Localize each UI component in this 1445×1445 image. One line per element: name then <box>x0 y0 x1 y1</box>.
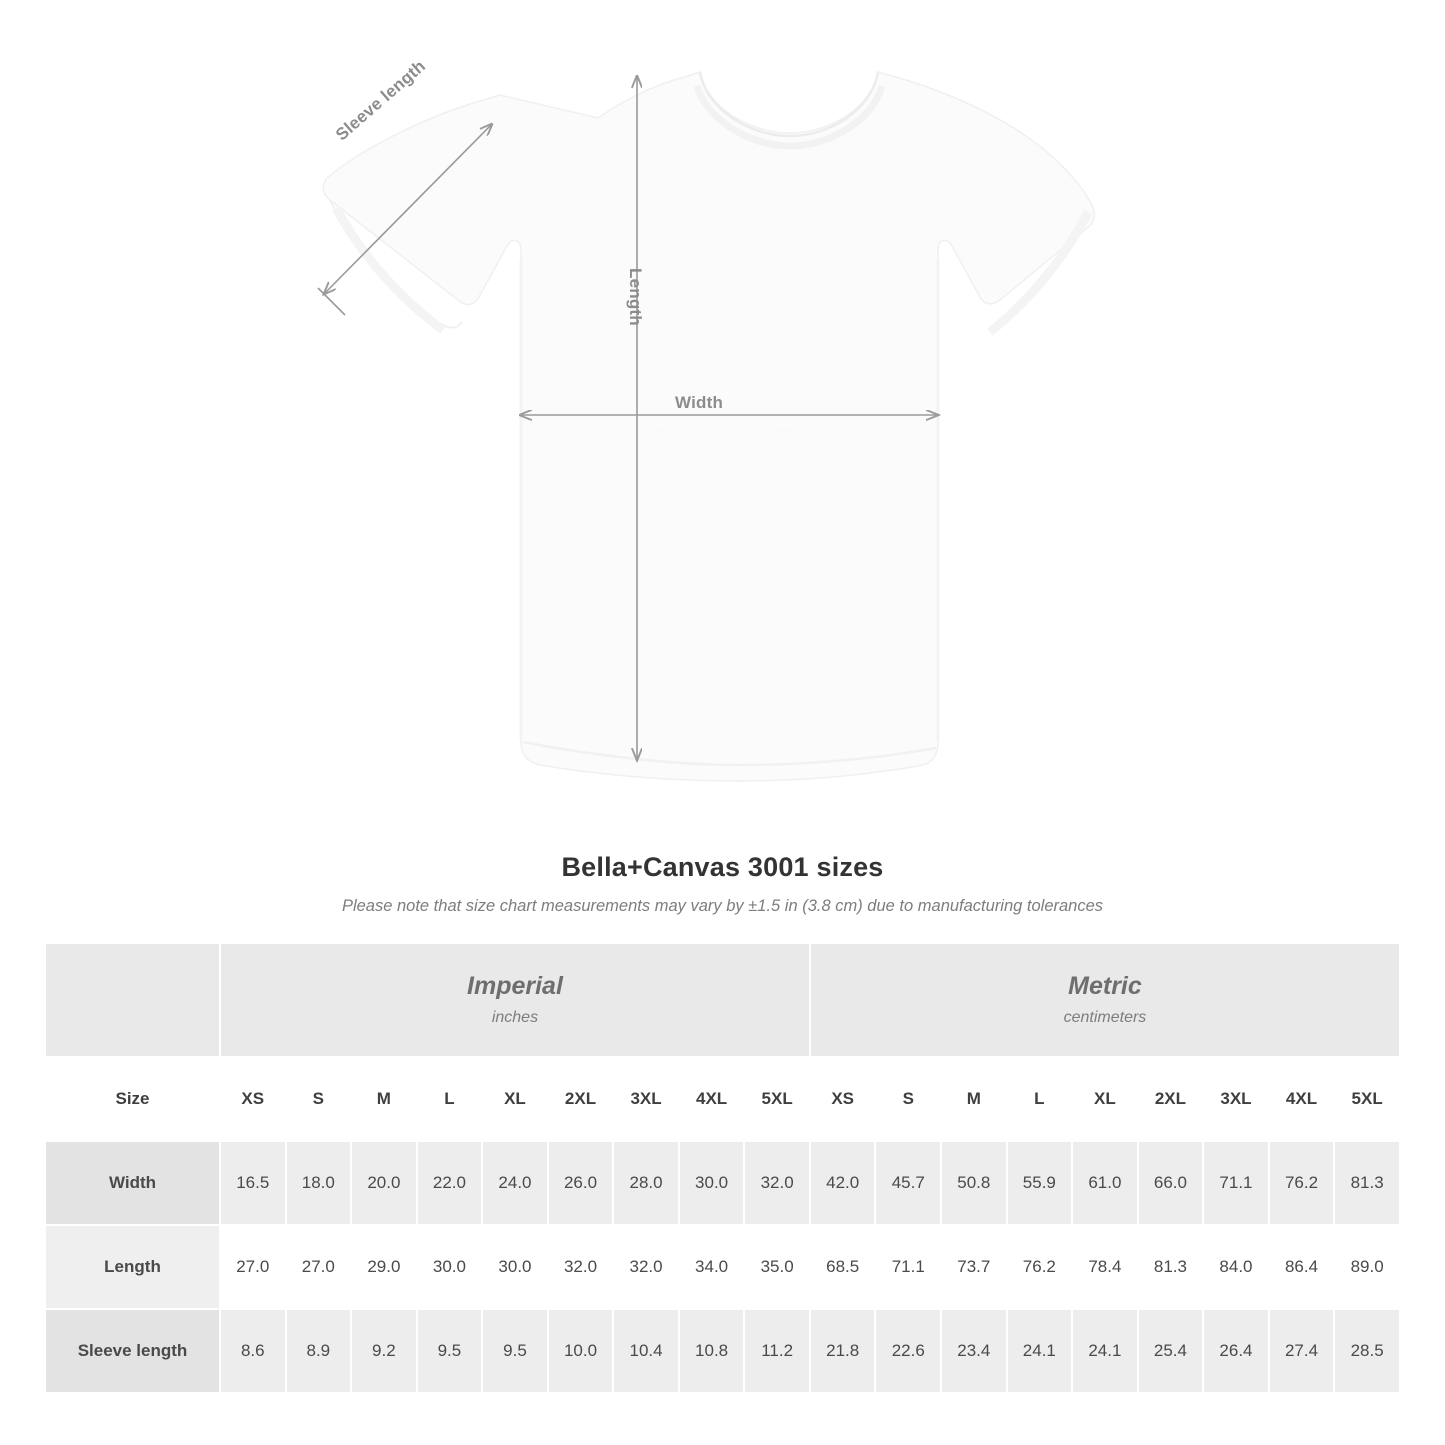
cell-length: 89.0 <box>1334 1225 1400 1309</box>
table-corner-cell <box>45 943 220 1057</box>
cell-length: 71.1 <box>875 1225 941 1309</box>
table-row <box>45 1141 1400 1225</box>
size-header-label: Size <box>45 1057 220 1141</box>
cell-length: 84.0 <box>1203 1225 1269 1309</box>
cell-length: 30.0 <box>417 1225 483 1309</box>
size-header-row <box>45 1057 1400 1141</box>
cell-width: 24.0 <box>482 1141 548 1225</box>
size-header-cell: L <box>1007 1057 1073 1141</box>
cell-length: 76.2 <box>1007 1225 1073 1309</box>
size-header-cell: M <box>941 1057 1007 1141</box>
cell-length: 68.5 <box>810 1225 876 1309</box>
unit-group-metric-name: Metric <box>1068 972 1142 1001</box>
title-block <box>0 852 1445 916</box>
cell-sleeve: 27.4 <box>1269 1309 1335 1393</box>
cell-width: 45.7 <box>875 1141 941 1225</box>
cell-width: 76.2 <box>1269 1141 1335 1225</box>
cell-width: 61.0 <box>1072 1141 1138 1225</box>
cell-sleeve: 10.8 <box>679 1309 745 1393</box>
cell-length: 32.0 <box>548 1225 614 1309</box>
cell-width: 66.0 <box>1138 1141 1204 1225</box>
size-header-cell: M <box>351 1057 417 1141</box>
cell-width: 28.0 <box>613 1141 679 1225</box>
cell-width: 71.1 <box>1203 1141 1269 1225</box>
cell-sleeve: 10.0 <box>548 1309 614 1393</box>
size-header-cell: 3XL <box>1203 1057 1269 1141</box>
table-row <box>45 1225 1400 1309</box>
cell-sleeve: 24.1 <box>1007 1309 1073 1393</box>
cell-length: 27.0 <box>220 1225 286 1309</box>
label-sleeve-length: Sleeve length <box>332 56 430 145</box>
size-header-cell: S <box>286 1057 352 1141</box>
cell-sleeve: 11.2 <box>744 1309 810 1393</box>
size-header-cell: 5XL <box>744 1057 810 1141</box>
size-header-cell: 3XL <box>613 1057 679 1141</box>
cell-width: 22.0 <box>417 1141 483 1225</box>
cell-length: 86.4 <box>1269 1225 1335 1309</box>
tolerance-note: Please note that size chart measurements may vary by ±1.5 in (3.8 cm) due to manufacturing tolerances <box>341 897 1104 915</box>
cell-length: 78.4 <box>1072 1225 1138 1309</box>
cell-width: 50.8 <box>941 1141 1007 1225</box>
cell-width: 81.3 <box>1334 1141 1400 1225</box>
size-header-cell: XS <box>810 1057 876 1141</box>
cell-length: 34.0 <box>679 1225 745 1309</box>
size-header-cell: S <box>875 1057 941 1141</box>
table-row <box>45 1309 1400 1393</box>
size-header-cell: 2XL <box>1138 1057 1204 1141</box>
cell-width: 18.0 <box>286 1141 352 1225</box>
cell-sleeve: 25.4 <box>1138 1309 1204 1393</box>
cell-sleeve: 8.6 <box>220 1309 286 1393</box>
cell-sleeve: 9.5 <box>417 1309 483 1393</box>
cell-width: 42.0 <box>810 1141 876 1225</box>
unit-group-imperial-sub: inches <box>491 1008 539 1026</box>
unit-group-metric-sub: centimeters <box>1063 1008 1147 1026</box>
size-table-wrapper <box>44 942 1401 1394</box>
unit-group-imperial <box>220 943 810 1057</box>
unit-group-metric <box>810 943 1400 1057</box>
row-label-width: Width <box>45 1141 220 1225</box>
cell-width: 20.0 <box>351 1141 417 1225</box>
size-header-cell: L <box>417 1057 483 1141</box>
cell-sleeve: 23.4 <box>941 1309 1007 1393</box>
size-header-cell: 4XL <box>1269 1057 1335 1141</box>
cell-length: 27.0 <box>286 1225 352 1309</box>
cell-sleeve: 8.9 <box>286 1309 352 1393</box>
cell-length: 35.0 <box>744 1225 810 1309</box>
size-header-cell: 4XL <box>679 1057 745 1141</box>
cell-length: 29.0 <box>351 1225 417 1309</box>
size-header-cell: XS <box>220 1057 286 1141</box>
cell-sleeve: 26.4 <box>1203 1309 1269 1393</box>
cell-sleeve: 28.5 <box>1334 1309 1400 1393</box>
cell-length: 81.3 <box>1138 1225 1204 1309</box>
unit-group-imperial-name: Imperial <box>467 972 563 1001</box>
cell-sleeve: 24.1 <box>1072 1309 1138 1393</box>
row-label-sleeve-length: Sleeve length <box>45 1309 220 1393</box>
unit-group-row <box>45 943 1400 1057</box>
size-header-cell: 5XL <box>1334 1057 1400 1141</box>
cell-sleeve: 9.5 <box>482 1309 548 1393</box>
cell-length: 30.0 <box>482 1225 548 1309</box>
size-header-cell: XL <box>482 1057 548 1141</box>
cell-sleeve: 10.4 <box>613 1309 679 1393</box>
page-title: Bella+Canvas 3001 sizes <box>561 852 884 882</box>
size-table <box>44 942 1401 1394</box>
cell-width: 32.0 <box>744 1141 810 1225</box>
label-width: Width <box>675 393 724 412</box>
cell-width: 16.5 <box>220 1141 286 1225</box>
cell-sleeve: 21.8 <box>810 1309 876 1393</box>
label-length: Length <box>626 268 645 326</box>
cell-width: 26.0 <box>548 1141 614 1225</box>
size-header-cell: 2XL <box>548 1057 614 1141</box>
cell-width: 55.9 <box>1007 1141 1073 1225</box>
cell-length: 73.7 <box>941 1225 1007 1309</box>
row-label-length: Length <box>45 1225 220 1309</box>
cell-width: 30.0 <box>679 1141 745 1225</box>
cell-sleeve: 22.6 <box>875 1309 941 1393</box>
cell-length: 32.0 <box>613 1225 679 1309</box>
cell-sleeve: 9.2 <box>351 1309 417 1393</box>
size-header-cell: XL <box>1072 1057 1138 1141</box>
